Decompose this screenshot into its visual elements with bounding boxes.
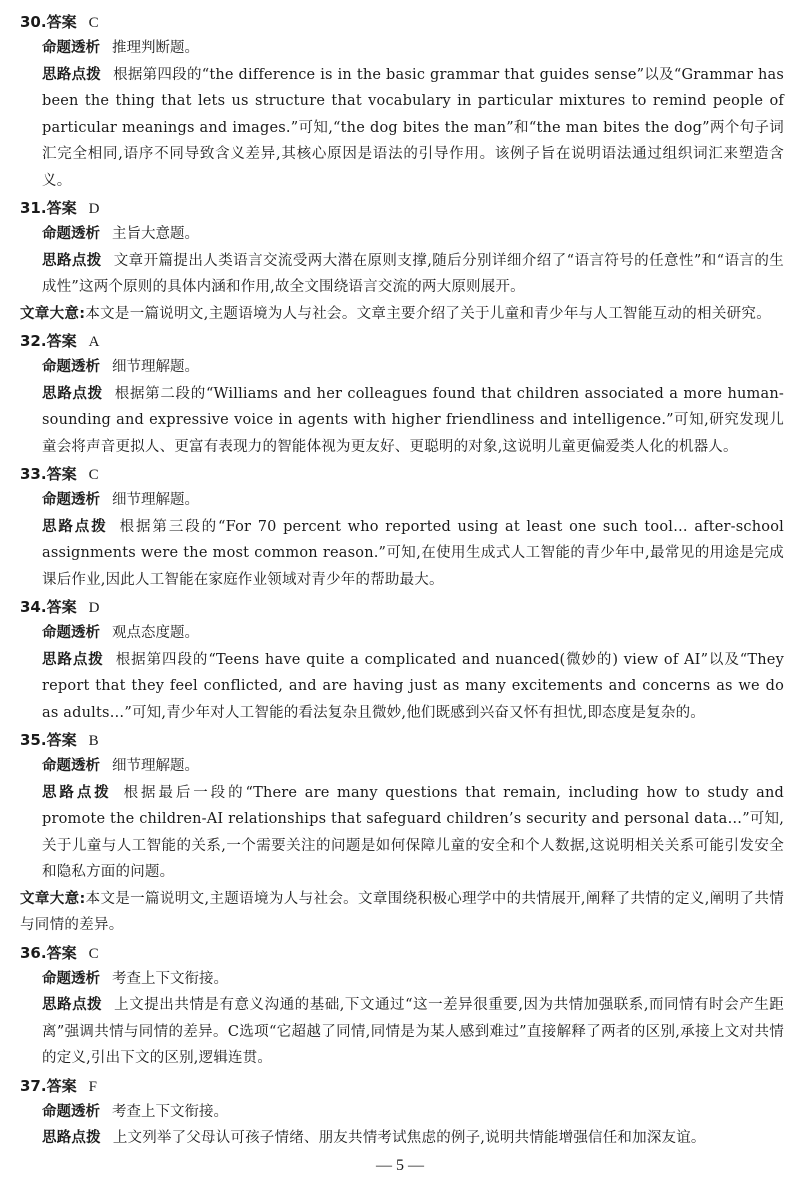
analysis-label: 命题透析: [42, 492, 100, 508]
answer-value: D: [88, 600, 100, 616]
answer-label: 答案: [46, 731, 77, 749]
question-header: [20, 1074, 784, 1099]
answer-label: 答案: [46, 598, 77, 616]
answer-value: C: [88, 15, 99, 31]
question-header: [20, 329, 784, 354]
answer-label: 答案: [46, 332, 77, 350]
hint-label: 思路点拨: [42, 252, 102, 269]
hint-label: 思路点拨: [42, 1130, 101, 1146]
question-number: 37.: [20, 1076, 47, 1095]
analysis-text: 细节理解题。: [112, 758, 199, 774]
hint-text: 上文提出共情是有意义沟通的基础,下文通过“这一差异很重要,因为共情加强联系,而同情有时会产生距离”强调共情与同情的差异。C选项“它超越了同情,同情是为某人感到难过”直接解释了两者的区别,承接上文对共情的定义,引出下文的区别,逻辑连贯。: [42, 997, 784, 1066]
summary-label: 文章大意:: [20, 890, 86, 907]
analysis-label: 命题透析: [42, 359, 100, 375]
question-number: 32.: [20, 332, 47, 350]
summary-text: 本文是一篇说明文,主题语境为人与社会。文章围绕积极心理学中的共情展开,阐释了共情的定义,阐明了共情与同情的差异。: [20, 890, 784, 933]
analysis-row: [20, 1099, 784, 1126]
page-number: — 5 —: [376, 1157, 424, 1174]
hint-paragraph: [20, 647, 784, 727]
analysis-text: 细节理解题。: [112, 492, 199, 508]
question-number: 34.: [20, 598, 47, 616]
answer-value: C: [88, 945, 99, 962]
question-header: [20, 462, 784, 487]
hint-text: 根据第四段的“the difference is in the basic grammar that guides sense”以及“Grammar has been the thing that lets us structure that vocabulary in particular mixtures to remind people of particular meanings and images.”可知,“the dog bites the man”和“the man bites the dog”两个句子词汇完全相同,语序不同导致含义差异,其核心原因是语法的引导作用。该例子旨在说明语法通过组织词汇来塑造含义。: [42, 66, 784, 189]
question-number: 36.: [20, 943, 47, 962]
question-header: [20, 196, 784, 221]
analysis-row: [20, 753, 784, 780]
analysis-row: [20, 35, 784, 62]
analysis-text: 推理判断题。: [112, 40, 199, 56]
question-header: [20, 10, 784, 35]
question-number: 35.: [20, 731, 47, 749]
answer-label: 答案: [46, 943, 77, 962]
hint-paragraph: [20, 514, 784, 594]
analysis-text: 观点态度题。: [112, 625, 199, 641]
question-header: [20, 728, 784, 753]
question-number: 30.: [20, 13, 47, 31]
hint-text: 根据第四段的“Teens have quite a complicated and nuanced(微妙的) view of AI”以及“They report that they feel conflicted, and are having just as many excitements and concerns as we do as adults…”可知,青少年对人工智能的看法复杂且微妙,他们既感到兴奋又怀有担忧,即态度是复杂的。: [42, 651, 784, 721]
answer-label: 答案: [46, 13, 77, 31]
hint-label: 思路点拨: [42, 651, 104, 668]
answer-value: B: [88, 733, 99, 749]
hint-label: 思路点拨: [42, 997, 103, 1013]
analysis-text: 考查上下文衔接。: [112, 1103, 228, 1120]
analysis-row: [20, 620, 784, 647]
question-number: 31.: [20, 199, 47, 217]
hint-label: 思路点拨: [42, 784, 112, 801]
answer-label: 答案: [46, 199, 77, 217]
analysis-label: 命题透析: [42, 758, 100, 774]
answer-value: A: [88, 334, 100, 350]
question-header: [20, 595, 784, 620]
analysis-row: [20, 487, 784, 514]
passage-summary: [20, 301, 784, 328]
answer-label: 答案: [46, 465, 77, 483]
analysis-label: 命题透析: [42, 625, 100, 641]
summary-text: 本文是一篇说明文,主题语境为人与社会。文章主要介绍了关于儿童和青少年与人工智能互动的相关研究。: [85, 305, 772, 322]
analysis-row: [20, 354, 784, 381]
answer-value: C: [88, 467, 99, 483]
analysis-text: 细节理解题。: [112, 359, 199, 375]
hint-paragraph: [20, 62, 784, 195]
hint-text: 根据第二段的“Williams and her colleagues found that children associated a more human-sounding and expressive voice in agents with higher friendliness and intelligence.”可知,研究发现儿童会将声音更拟人、更富有表现力的智能体视为更友好、更聪明的对象,这说明儿童更偏爱类人化的机器人。: [42, 385, 784, 455]
analysis-row: [20, 966, 784, 993]
hint-paragraph: [20, 248, 784, 301]
analysis-text: 主旨大意题。: [112, 226, 199, 242]
question-header: [20, 941, 784, 966]
hint-text: 根据最后一段的“There are many questions that remain, including how to study and promote the children-AI relationships that safeguard children’s security and personal data…”可知,关于儿童与人工智能的关系,一个需要关注的问题是如何保障儿童的安全和个人数据,这说明相关关系可能引发安全和隐私方面的问题。: [42, 784, 785, 880]
hint-label: 思路点拨: [42, 385, 103, 402]
hint-paragraph: [20, 992, 784, 1072]
hint-label: 思路点拨: [42, 518, 108, 535]
hint-text: 文章开篇提出人类语言交流受两大潜在原则支撑,随后分别详细介绍了“语言符号的任意性”和“语言的生成性”这两个原则的具体内涵和作用,故全文围绕语言交流的两大原则展开。: [42, 252, 784, 295]
hint-paragraph: [20, 780, 784, 886]
analysis-label: 命题透析: [42, 40, 100, 56]
summary-label: 文章大意:: [20, 305, 86, 322]
answer-value: F: [88, 1078, 97, 1095]
analysis-label: 命题透析: [42, 1103, 100, 1120]
hint-paragraph: [20, 381, 784, 461]
hint-text: 上文列举了父母认可孩子情绪、朋友共情考试焦虑的例子,说明共情能增强信任和加深友谊。: [112, 1130, 706, 1146]
hint-paragraph: [20, 1125, 784, 1152]
analysis-label: 命题透析: [42, 226, 100, 242]
passage-summary: [20, 886, 784, 939]
hint-text: 根据第三段的“For 70 percent who reported using at least one such tool… after-school assignments were the most common reason.”可知,在使用生成式人工智能的青少年中,最常见的用途是完成课后作业,因此人工智能在家庭作业领域对青少年的帮助最大。: [42, 518, 784, 588]
analysis-row: [20, 221, 784, 248]
answer-label: 答案: [46, 1076, 77, 1095]
answer-value: D: [88, 201, 100, 217]
analysis-text: 考查上下文衔接。: [112, 970, 228, 987]
hint-label: 思路点拨: [42, 66, 102, 83]
question-number: 33.: [20, 465, 47, 483]
analysis-label: 命题透析: [42, 970, 100, 987]
